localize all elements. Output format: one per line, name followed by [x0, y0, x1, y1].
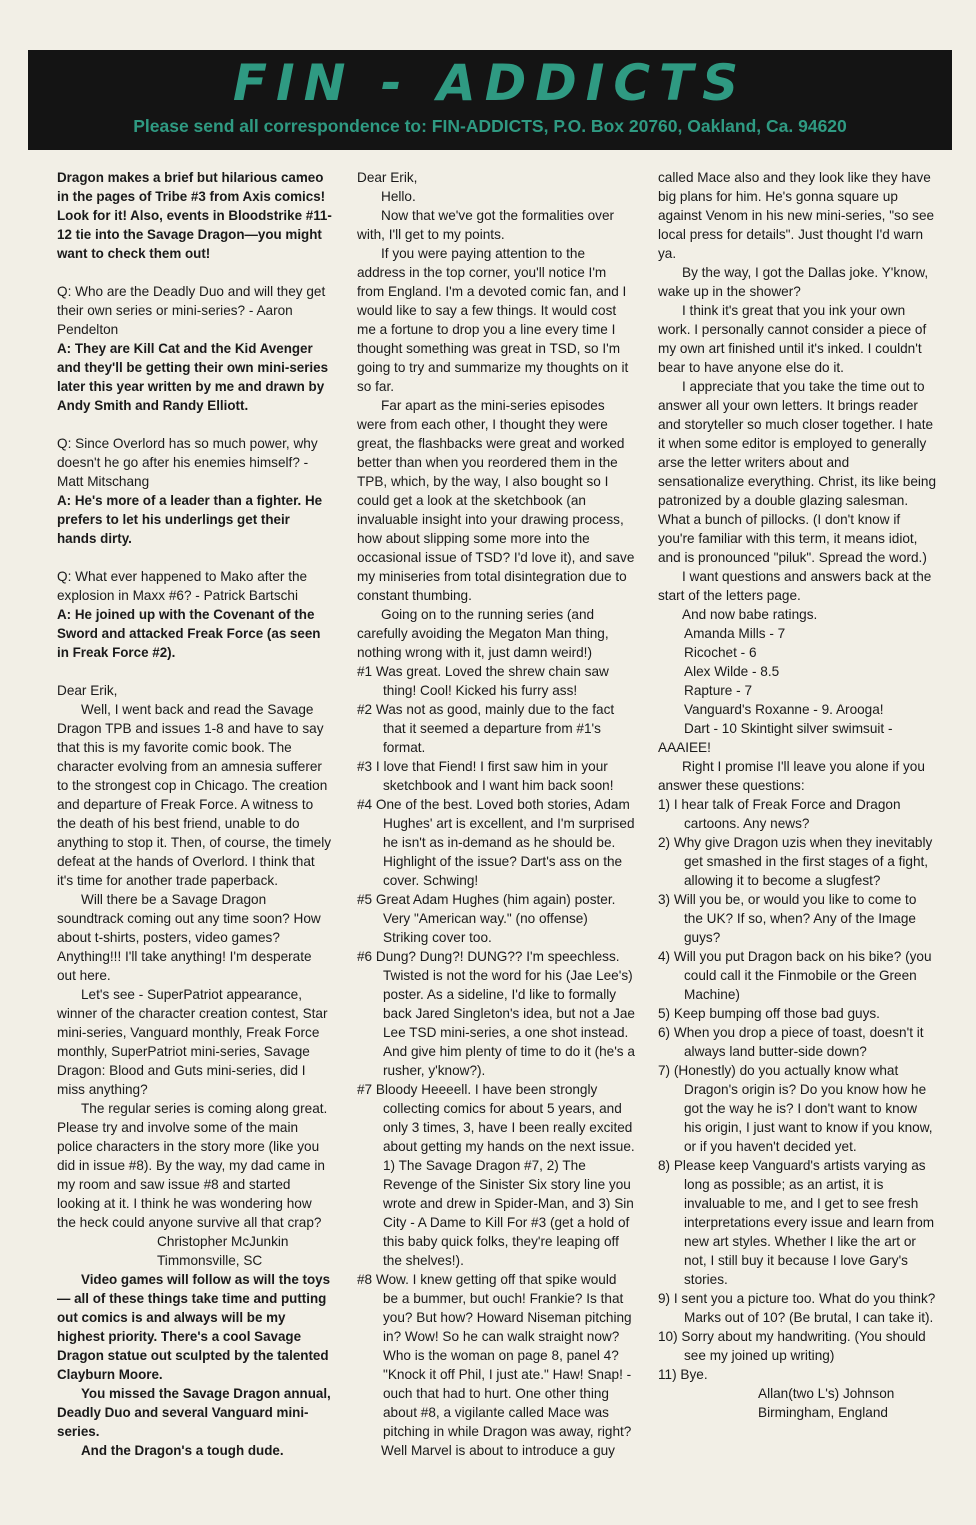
paragraph: Q: Since Overlord has so much power, why doesn't he go after his enemies himself? - Matt Mitschang [57, 436, 318, 489]
numbered-item: 4) Will you put Dragon back on his bike? (you could call it the Finmobile or the Green Machine) [658, 949, 932, 1002]
letter-paragraph: I appreciate that you take the time out to answer all your own letters. It brings reader and storyteller so much closer together. I hate it when some editor is employed to generally arse the letter writers about and sensationalize everything. Christ, its like being patronized by a double glazing salesman. What a bunch of pillocks. (I don't know if you're familiar with this term, it means idiot, and is pronounced "piluk". Spread the word.) [658, 379, 937, 565]
letter-paragraph: Right I promise I'll leave you alone if you answer these questions: [658, 759, 925, 793]
numbered-item: 6) When you drop a piece of toast, doesn't it always land butter-side down? [658, 1025, 924, 1059]
letter-paragraph: By the way, I got the Dallas joke. Y'know, wake up in the shower? [658, 265, 929, 299]
paragraph-spacer [57, 548, 333, 567]
letter-signature: Christopher McJunkin [157, 1234, 289, 1249]
numbered-item: 3) Will you be, or would you like to come to the UK? If so, when? Any of the Image guys? [658, 892, 917, 945]
letter-paragraph: Let's see - SuperPatriot appearance, winner of the character creation contest, Star mini-series, Vanguard monthly, Freak Force monthly, SuperPatriot mini-series, Savage Dragon: Blood and Guts mini-series, did I miss anything? [57, 987, 328, 1097]
numbered-item: #1 Was great. Loved the shrew chain saw thing! Cool! Kicked his furry ass! [357, 664, 609, 698]
letter-paragraph: The regular series is coming along great. Please try and involve some of the main police characters in the story more (like you did in issue #8). By the way, my dad came in my room and saw issue #8 and started looking at it. I think he was wondering how the heck could anyone survive all that crap? [57, 1101, 328, 1230]
numbered-item: #5 Great Adam Hughes (him again) poster. Very "American way." (no offense) Striking cover too. [357, 892, 616, 945]
editor-answer: Dragon makes a brief but hilarious cameo in the pages of Tribe #3 from Axis comics! Look for it! Also, events in Bloodstrike #11-12 tie into the Savage Dragon—you might want to check them out! [57, 170, 332, 261]
letter-paragraph: Now that we've got the formalities over with, I'll get to my points. [357, 208, 615, 242]
letter-paragraph: Will there be a Savage Dragon soundtrack coming out any time soon? How about t-shirts, posters, video games? Anything!!! I'll take anything! I'm desperate out here. [57, 892, 321, 983]
editor-answer: A: He's more of a leader than a fighter. He prefers to let his underlings get their hands dirty. [57, 493, 323, 546]
editor-reply: You missed the Savage Dragon annual, Deadly Duo and several Vanguard mini-series. [57, 1386, 331, 1439]
babe-rating: Ricochet - 6 [684, 645, 757, 660]
editor-answer: A: He joined up with the Covenant of the Sword and attacked Freak Force (as seen in Freak Force #2). [57, 607, 321, 660]
numbered-item: 7) (Honestly) do you actually know what Dragon's origin is? Do you know how he got the way he is? I don't want to know his origin, I just want to know if you know, or if you haven't decided yet. [658, 1063, 933, 1154]
column-right [658, 168, 938, 1422]
paragraph-spacer [57, 263, 333, 282]
paragraph: Dear Erik, [57, 683, 118, 698]
letter-paragraph: Well, I went back and read the Savage Dragon TPB and issues 1-8 and have to say that this is my favorite comic book. The character evolving from an amnesia sufferer to the strongest cop in Chicago. The creation and departure of Freak Force. A witness to the death of his best friend, unable to do anything to stop it. Then, of course, the timely defeat at the hands of Overlord. I think that it's time for another trade paperback. [57, 702, 332, 888]
numbered-item: 9) I sent you a picture too. What do you think? Marks out of 10? (Be brutal, I can take it). [658, 1291, 936, 1325]
numbered-item: #7 Bloody Heeeell. I have been strongly collecting comics for about 5 years, and only 3 times, 3, have I been really excited about getting my hands on the next issue. 1) The Savage Dragon #7, 2) The Revenge of the Sinister Six story line you wrote and drew in Spider-Man, and 3) Sin City - A Dame to Kill For #3 (get a hold of this baby quick folks, they're leaping off the shelves!). [357, 1082, 635, 1268]
numbered-item: 5) Keep bumping off those bad guys. [658, 1006, 880, 1021]
editor-reply: Video games will follow as will the toys— all of these things take time and putting out comics is and always will be my highest priority. There's a cool Savage Dragon statue out sculpted by the talented Clayburn Moore. [57, 1272, 331, 1382]
numbered-item: 10) Sorry about my handwriting. (You should see my joined up writing) [658, 1329, 926, 1363]
paragraph: AAAIEE! [658, 740, 711, 755]
letter-paragraph: Going on to the running series (and carefully avoiding the Megaton Man thing, nothing wrong with it, just damn weird!) [357, 607, 609, 660]
numbered-item: 8) Please keep Vanguard's artists varying as long as possible; as an artist, it is invaluable to me, and I get to see fresh interpretations every issue and learn from new art styles. Whether I like the art or not, I still buy it because I love Gary's stories. [658, 1158, 935, 1287]
paragraph-spacer [57, 662, 333, 681]
letter-paragraph: And now babe ratings. [682, 607, 818, 622]
babe-rating: Vanguard's Roxanne - 9. Arooga! [684, 702, 884, 717]
numbered-item: #3 I love that Fiend! I first saw him in your sketchbook and I want him back soon! [357, 759, 614, 793]
letter-paragraph: If you were paying attention to the address in the top corner, you'll notice I'm from England. I'm a devoted comic fan, and I would like to say a few things. It would cost me a fortune to drop you a line every time I thought something was great in TSD, so I'm going to try and summarize my thoughts on it so far. [357, 246, 629, 394]
numbered-item: #4 One of the best. Loved both stories, Adam Hughes' art is excellent, and I'm surprised he isn't as in-demand as he should be. Highlight of the issue? Dart's ass on the cover. Schwing! [357, 797, 635, 888]
editor-reply: And the Dragon's a tough dude. [81, 1443, 284, 1458]
column-left [57, 168, 333, 1460]
babe-rating: Dart - 10 Skintight silver swimsuit - [684, 721, 893, 736]
paragraph: called Mace also and they look like they have big plans for him. He's gonna square up against Venom in his new mini-series, "so see local press for details". Just thought I'd warn ya. [658, 170, 935, 261]
letters-page-header [28, 50, 952, 150]
paragraph: Dear Erik, [357, 170, 418, 185]
letter-paragraph: I want questions and answers back at the start of the letters page. [658, 569, 932, 603]
numbered-item: 11) Bye. [658, 1367, 708, 1382]
letter-paragraph: Hello. [381, 189, 416, 204]
editor-answer: A: They are Kill Cat and the Kid Avenger and they'll be getting their own mini-series later this year written by me and drawn by Andy Smith and Randy Elliott. [57, 341, 329, 413]
paragraph: Q: What ever happened to Mako after the explosion in Maxx #6? - Patrick Bartschi [57, 569, 308, 603]
numbered-item: #6 Dung? Dung?! DUNG?? I'm speechless. Twisted is not the word for his (Jae Lee's) poster. As a sideline, I'd like to formally back Jared Singleton's idea, but not a Jae Lee TSD mini-series, a one shot instead. And give him plenty of time to do it (he's a rusher, y'know?). [357, 949, 635, 1078]
letter-paragraph: Far apart as the mini-series episodes were from each other, I thought they were great, the flashbacks were great and worked better than when you reordered them in the TPB, which, by the way, I also bought so I could get a look at the sketchbook (an invaluable insight into your drawing process, how about slipping some more into the occasional issue of TSD? I'd love it), and save my miniseries from total disintegration due to constant thumbing. [357, 398, 635, 603]
babe-rating: Rapture - 7 [684, 683, 753, 698]
numbered-item: #2 Was not as good, mainly due to the fact that it seemed a departure from #1's format. [357, 702, 615, 755]
numbered-item: 2) Why give Dragon uzis when they inevitably get smashed in the first stages of a fight, allowing it to become a slugfest? [658, 835, 933, 888]
correspondence-address: Please send all correspondence to: FIN-ADDICTS, P.O. Box 20760, Oakland, Ca. 94620 [133, 116, 847, 136]
letter-signature: Allan(two L's) Johnson [758, 1386, 895, 1401]
paragraph: Q: Who are the Deadly Duo and will they get their own series or mini-series? - Aaron Pendelton [57, 284, 326, 337]
babe-rating: Amanda Mills - 7 [684, 626, 786, 641]
page-title: FIN - ADDICTS [232, 54, 748, 112]
numbered-item: #8 Wow. I knew getting off that spike would be a bummer, but ouch! Frankie? Is that you? But how? Howard Niseman pitching in? Wow! So he can walk straight now? Who is the woman on page 8, panel 4? "Knock it off Phil, I just ate." Haw! Snap! - ouch that had to hurt. One other thing about #8, a vigilante called Mace was pitching in while Dragon was away, right? [357, 1272, 632, 1439]
letter-signature: Birmingham, England [758, 1405, 888, 1420]
letter-signature: Timmonsville, SC [157, 1253, 263, 1268]
numbered-item: 1) I hear talk of Freak Force and Dragon cartoons. Any news? [658, 797, 901, 831]
column-middle [357, 168, 635, 1460]
letter-paragraph: Well Marvel is about to introduce a guy [381, 1443, 615, 1458]
babe-rating: Alex Wilde - 8.5 [684, 664, 780, 679]
letter-paragraph: I think it's great that you ink your own work. I personally cannot consider a piece of my own art finished until it's inked. I couldn't bear to have anyone else do it. [658, 303, 927, 375]
paragraph-spacer [57, 415, 333, 434]
